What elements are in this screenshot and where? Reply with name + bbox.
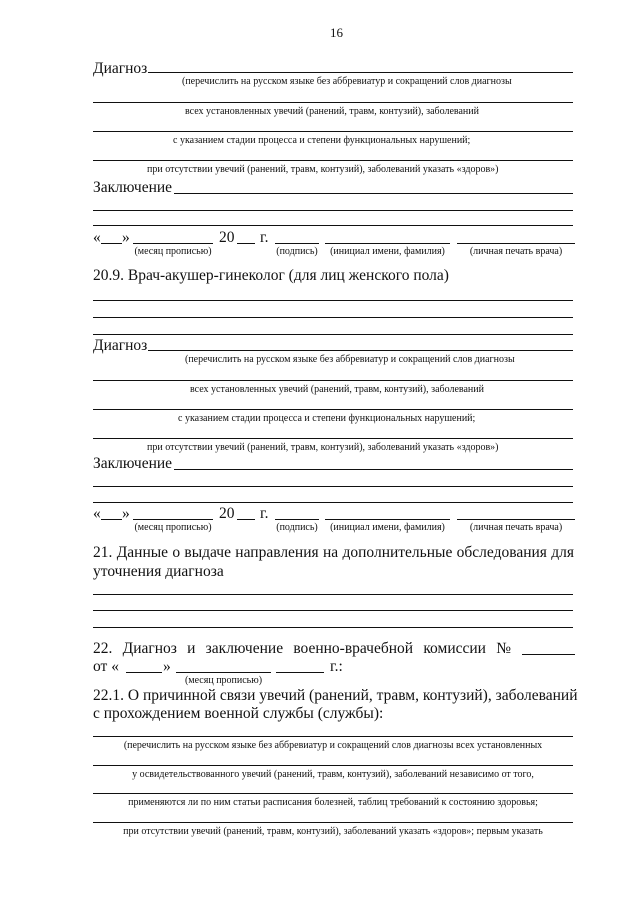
referral-field[interactable]	[93, 610, 573, 611]
section-20-9-heading: 20.9. Врач-акушер-гинеколог (для лиц женского пола)	[93, 267, 449, 284]
caption-signature: (подпись)	[276, 246, 318, 257]
commission-day-field[interactable]	[126, 672, 162, 673]
section-21-heading-cont: уточнения диагноза	[93, 563, 224, 580]
commission-date-close: »	[163, 658, 171, 675]
caption-seal: (личная печать врача)	[469, 522, 563, 533]
caption-month: (месяц прописью)	[134, 246, 212, 257]
diagnosis-label: Диагноз	[93, 337, 148, 354]
doctor-name-field[interactable]	[325, 519, 450, 520]
section-22-heading: 22. Диагноз и заключение военно-врачебной комиссии №	[93, 640, 511, 657]
causal-link-hint: применяются ли по ним статьи расписания болезней, таблиц требований к состоянию здоровья;	[128, 797, 538, 808]
date-year-field[interactable]	[237, 519, 255, 520]
referral-field[interactable]	[93, 594, 573, 595]
causal-link-hint: (перечислить на русском языке без аббревиатур и сокращений слов диагнозы всех установленных	[123, 740, 543, 751]
diagnosis-field[interactable]	[93, 160, 573, 161]
section-22-1-heading: 22.1. О причинной связи увечий (ранений, травм, контузий), заболеваний	[93, 687, 578, 704]
causal-link-field[interactable]	[93, 736, 573, 737]
date-year-suffix: г.	[260, 229, 269, 246]
date-year-field[interactable]	[237, 243, 255, 244]
date-year-prefix: 20	[219, 505, 235, 522]
diagnosis-hint: с указанием стадии процесса и степени функциональных нарушений;	[178, 413, 476, 424]
diagnosis-hint: с указанием стадии процесса и степени функциональных нарушений;	[173, 135, 471, 146]
doctor-seal-field[interactable]	[457, 519, 575, 520]
section-21-heading: 21. Данные о выдаче направления на дополнительные обследования для	[93, 544, 574, 561]
referral-field[interactable]	[93, 627, 573, 628]
section-22-1-heading-cont: с прохождением военной службы (службы):	[93, 705, 384, 722]
diagnosis-label: Диагноз	[93, 60, 148, 77]
diagnosis-hint: (перечислить на русском языке без аббревиатур и сокращений слов диагнозы	[185, 354, 515, 365]
diagnosis-field[interactable]	[148, 350, 573, 351]
causal-link-hint: при отсутствии увечий (ранений, травм, контузий), заболеваний указать «здоров»; первым указать	[123, 826, 543, 837]
diagnosis-field[interactable]	[93, 409, 573, 410]
conclusion-field[interactable]	[174, 193, 573, 194]
conclusion-field[interactable]	[174, 469, 573, 470]
gynecologist-field[interactable]	[93, 317, 573, 318]
caption-name: (инициал имени, фамилия)	[330, 246, 445, 257]
date-year-prefix: 20	[219, 229, 235, 246]
diagnosis-hint: всех установленных увечий (ранений, травм, контузий), заболеваний	[185, 106, 479, 117]
page-number: 16	[330, 25, 343, 40]
diagnosis-hint: при отсутствии увечий (ранений, травм, контузий), заболеваний указать «здоров»)	[147, 442, 499, 453]
date-month-field[interactable]	[133, 519, 213, 520]
caption-signature: (подпись)	[276, 522, 318, 533]
caption-seal: (личная печать врача)	[469, 246, 563, 257]
signature-field[interactable]	[275, 519, 319, 520]
commission-year-field[interactable]	[276, 672, 324, 673]
doctor-name-field[interactable]	[325, 243, 450, 244]
diagnosis-field[interactable]	[93, 438, 573, 439]
gynecologist-field[interactable]	[93, 334, 573, 335]
commission-date-open: от «	[93, 658, 119, 675]
gynecologist-field[interactable]	[93, 300, 573, 301]
diagnosis-field[interactable]	[93, 380, 573, 381]
diagnosis-field[interactable]	[148, 72, 573, 73]
caption-month: (месяц прописью)	[184, 675, 263, 686]
conclusion-label: Заключение	[93, 179, 173, 196]
date-day-open: «	[93, 229, 101, 246]
date-day-open: «	[93, 505, 101, 522]
conclusion-field[interactable]	[93, 210, 573, 211]
caption-name: (инициал имени, фамилия)	[330, 522, 445, 533]
date-day-field[interactable]	[101, 243, 122, 244]
diagnosis-field[interactable]	[93, 131, 573, 132]
commission-month-field[interactable]	[176, 672, 271, 673]
doctor-seal-field[interactable]	[457, 243, 575, 244]
causal-link-field[interactable]	[93, 765, 573, 766]
date-day-field[interactable]	[101, 519, 122, 520]
caption-month: (месяц прописью)	[134, 522, 212, 533]
conclusion-label: Заключение	[93, 455, 173, 472]
conclusion-field[interactable]	[93, 502, 573, 503]
diagnosis-hint: всех установленных увечий (ранений, травм, контузий), заболеваний	[190, 384, 484, 395]
date-year-suffix: г.	[260, 505, 269, 522]
causal-link-hint: у освидетельствованного увечий (ранений, травм, контузий), заболеваний независимо от того,	[132, 769, 534, 780]
date-month-field[interactable]	[133, 243, 213, 244]
date-day-close: »	[122, 505, 130, 522]
causal-link-field[interactable]	[93, 793, 573, 794]
causal-link-field[interactable]	[93, 822, 573, 823]
commission-date-suffix: г.:	[330, 658, 343, 675]
diagnosis-hint: при отсутствии увечий (ранений, травм, контузий), заболеваний указать «здоров»)	[147, 164, 499, 175]
diagnosis-hint: (перечислить на русском языке без аббревиатур и сокращений слов диагнозы	[182, 76, 512, 87]
conclusion-field[interactable]	[93, 486, 573, 487]
date-day-close: »	[122, 229, 130, 246]
commission-number-field[interactable]	[522, 654, 575, 655]
diagnosis-field[interactable]	[93, 102, 573, 103]
signature-field[interactable]	[275, 243, 319, 244]
conclusion-field[interactable]	[93, 225, 573, 226]
